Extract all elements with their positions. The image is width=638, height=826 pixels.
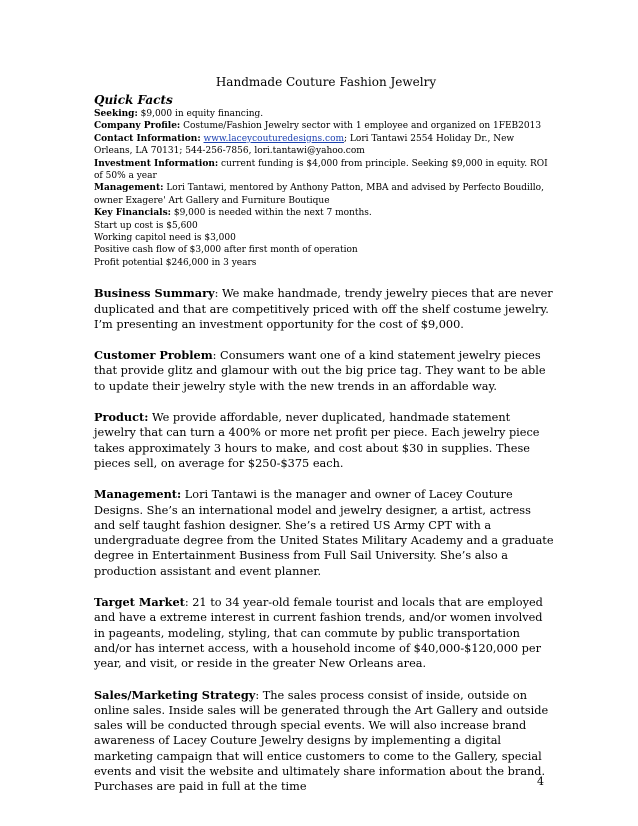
company-profile-label: Company Profile: xyxy=(94,121,181,132)
company-profile-value: Costume/Fashion Jewelry sector with 1 employee and organized on 1FEB2013 xyxy=(180,121,542,132)
profit-potential-line: Profit potential $246,000 in 3 years xyxy=(94,257,257,268)
target-market-section xyxy=(94,595,554,671)
customer-problem-section xyxy=(94,348,554,394)
product-section xyxy=(94,410,554,471)
management-line xyxy=(94,182,554,207)
key-financials-line xyxy=(94,207,554,219)
quick-facts-heading: Quick Facts xyxy=(94,93,173,107)
management-section-label: Management: xyxy=(94,487,182,502)
key-financials-label: Key Financials: xyxy=(94,208,171,219)
business-summary-text: : We make handmade, trendy jewelry pieces that are never duplicated and that are competitively priced with off the shelf costume jewelry. I’m presenting an investment opportunity for the cost of $9,000. xyxy=(94,287,553,331)
company-profile-line xyxy=(94,120,554,132)
management-section xyxy=(94,487,554,579)
document-page xyxy=(94,74,554,795)
seeking-line xyxy=(94,108,554,120)
investment-info-label: Investment Information: xyxy=(94,158,219,169)
contact-info-line xyxy=(94,133,554,158)
management-value: Lori Tantawi, mentored by Anthony Patton, MBA and advised by Perfecto Boudillo, owner Exagere' Art Gallery and Furniture Boutique xyxy=(94,183,544,206)
business-summary-section xyxy=(94,286,554,332)
investment-info-line xyxy=(94,158,554,183)
sales-marketing-text: : The sales process consist of inside, outside on online sales. Inside sales will be generated through the Art Gallery and outside sales will be conducted through special events. We will also increase brand awareness of Lacey Couture Jewelry designs by implementing a digital marketing campaign that will entice customers to come to the Gallery, special events and visit the website and ultimately share information about the brand. Purchases are paid in full at the time xyxy=(94,688,549,794)
document-title: Handmade Couture Fashion Jewelry xyxy=(215,75,437,89)
customer-problem-label: Customer Problem xyxy=(94,348,213,363)
sales-marketing-section xyxy=(94,688,554,795)
contact-info-value: ; Lori Tantawi 2554 Holiday Dr., New Orleans, LA 70131; 544-256-7856, lori.tantawi@yahoo.com xyxy=(94,133,515,157)
target-market-label: Target Market xyxy=(94,595,185,610)
page-number: 4 xyxy=(537,775,544,788)
contact-info-label: Contact Information: xyxy=(94,133,201,144)
business-summary-label: Business Summary xyxy=(94,286,215,301)
investment-info-value: current funding is $4,000 from principle. Seeking $9,000 in equity. ROI of 50% a year xyxy=(94,158,548,182)
sales-marketing-label: Sales/Marketing Strategy xyxy=(94,687,256,702)
key-financials-value: $9,000 is needed within the next 7 months. xyxy=(170,208,372,219)
startup-cost-line: Start up cost is $5,600 xyxy=(94,220,198,231)
product-label: Product: xyxy=(94,410,149,425)
management-label: Management: xyxy=(94,183,164,194)
management-section-text: Lori Tantawi is the manager and owner of Lacey Couture Designs. She’s an international model and jewelry designer, a artist, actress and self taught fashion designer. She’s a retired US Army CPT with a undergraduate degree from the United States Military Academy and a graduate degree in Entertainment Business from Full Sail University. She’s also a production assistant and event planner. xyxy=(94,488,554,578)
product-text: We provide affordable, never duplicated, handmade statement jewelry that can turn a 400% or more net profit per piece. Each jewelry piece takes approximately 3 hours to make, and cost about $30 in supplies. These pieces sell, on average for $250-$375 each. xyxy=(94,411,540,470)
target-market-text: : 21 to 34 year-old female tourist and locals that are employed and have a extreme interest in current fashion trends, and/or women involved in pageants, modeling, styling, that can commute by public transportation and/or has internet access, with a household income of $40,000-$120,000 per year, and visit, or reside in the greater New Orleans area. xyxy=(94,596,543,671)
customer-problem-text: : Consumers want one of a kind statement jewelry pieces that provide glitz and glamour with out the big price tag. They want to be able to update their jewelry style with the new trends in an affordable way. xyxy=(94,349,546,393)
website-link[interactable]: www.laceycouturedesigns.com xyxy=(203,133,345,144)
cash-flow-line: Positive cash flow of $3,000 after first month of operation xyxy=(94,245,358,256)
seeking-value: $9,000 in equity financing. xyxy=(137,109,264,119)
working-capital-line: Working capitol need is $3,000 xyxy=(94,233,236,244)
seeking-label: Seeking: xyxy=(94,109,138,119)
